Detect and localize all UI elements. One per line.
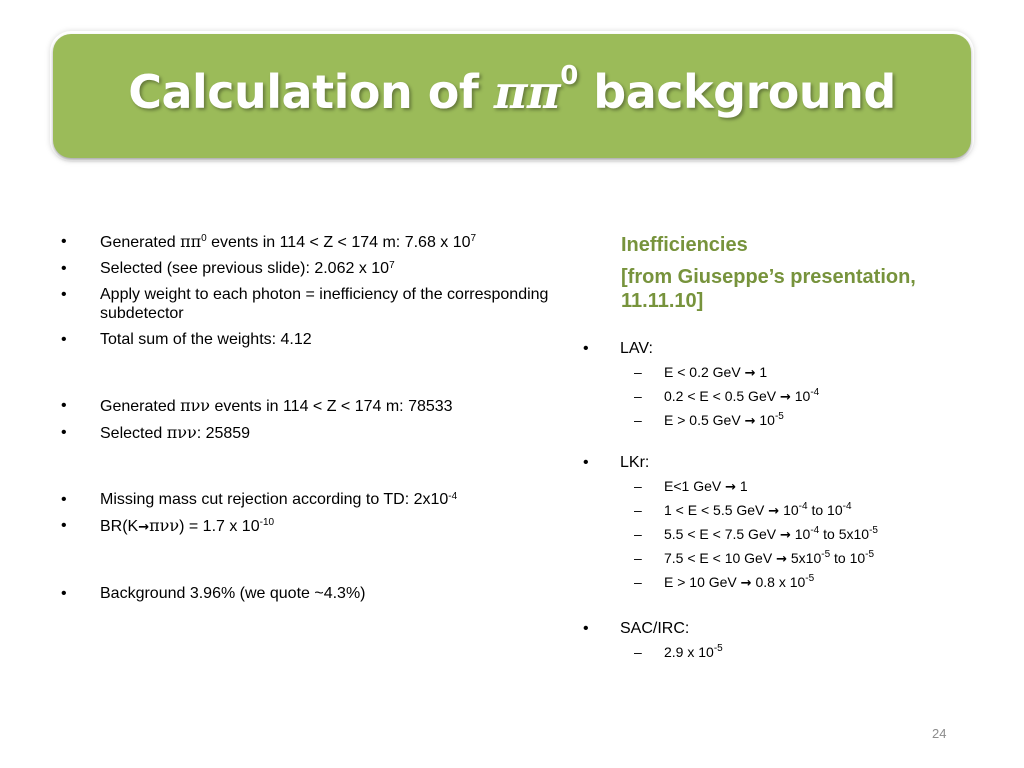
item-text: Missing mass cut rejection according to TD: 2x10 xyxy=(100,491,449,508)
list-item xyxy=(58,285,578,323)
superscript: 7 xyxy=(470,233,477,244)
greek-symbol: πνν xyxy=(166,423,197,442)
item-text: events in 114 < Z < 174 m: 7.68 x 10 xyxy=(206,234,471,251)
item-text: Apply weight to each photon = inefficiency of the corresponding subdetector xyxy=(100,286,549,322)
sub-text: 10 xyxy=(790,526,811,542)
arrow-icon: → xyxy=(725,480,736,495)
item-text: Generated xyxy=(100,234,181,251)
page-number: 24 xyxy=(932,726,947,741)
sub-text: E < 0.2 GeV xyxy=(664,364,745,380)
greek-symbol: πνν xyxy=(149,516,180,535)
sub-item xyxy=(580,549,980,569)
item-text: : 25859 xyxy=(196,425,251,442)
superscript: -5 xyxy=(865,549,875,560)
item-text: Total sum of the weights: 4.12 xyxy=(100,331,312,348)
item-text: Background 3.96% (we quote ~4.3%) xyxy=(100,585,366,602)
sub-text: to 5x10 xyxy=(819,526,870,542)
spacer xyxy=(58,356,578,396)
sub-text: 7.5 < E < 10 GeV xyxy=(664,550,777,566)
sub-item xyxy=(580,477,980,497)
sub-item xyxy=(580,525,980,545)
sub-text: 10 xyxy=(790,388,811,404)
group-label: LKr: xyxy=(620,454,650,471)
source-heading: [from Giuseppe’s presentation, 11.11.10] xyxy=(621,266,916,312)
spacer xyxy=(58,544,578,584)
inefficiencies-heading: Inefficiencies xyxy=(621,234,748,256)
item-text: BR(K xyxy=(100,518,139,535)
sub-text: 0.2 < E < 0.5 GeV xyxy=(664,388,780,404)
list-item xyxy=(58,396,578,416)
superscript: -5 xyxy=(869,525,878,536)
superscript: -10 xyxy=(259,517,275,528)
greek-symbol: ππ xyxy=(180,232,202,251)
spacer xyxy=(58,450,578,490)
title-banner xyxy=(53,34,971,158)
superscript: -5 xyxy=(774,411,784,422)
sub-text: to 10 xyxy=(807,502,843,518)
sub-text: 1 < E < 5.5 GeV xyxy=(664,502,769,518)
title-symbol: ππ xyxy=(493,65,561,119)
slide-title xyxy=(128,61,896,119)
sub-item xyxy=(580,363,980,383)
arrow-icon: → xyxy=(776,552,787,567)
superscript: 7 xyxy=(389,260,395,271)
superscript: -4 xyxy=(842,501,852,512)
arrow-icon: → xyxy=(740,576,752,591)
sub-item xyxy=(580,573,980,593)
sub-item xyxy=(580,643,980,661)
sub-item xyxy=(580,411,980,431)
arrow-icon: → xyxy=(744,366,756,381)
sub-text: 5x10 xyxy=(786,550,822,566)
arrow-icon: → xyxy=(779,390,791,405)
list-item xyxy=(58,584,578,603)
superscript: 0 xyxy=(201,233,207,244)
superscript: -5 xyxy=(805,573,815,584)
superscript: -4 xyxy=(798,501,808,512)
item-text: Selected xyxy=(100,425,167,442)
item-text: Selected (see previous slide): 2.062 x 10 xyxy=(100,260,390,277)
list-item xyxy=(58,423,578,443)
sub-item xyxy=(580,387,980,407)
arrow-icon: → xyxy=(779,528,791,543)
list-item xyxy=(58,330,578,349)
group-lkr xyxy=(580,453,980,473)
sub-item xyxy=(580,501,980,521)
superscript: -4 xyxy=(810,525,820,536)
sub-text: 2.9 x 10 xyxy=(664,644,714,660)
list-item xyxy=(58,232,578,252)
arrow-icon: → xyxy=(744,414,756,429)
sub-text: E > 10 GeV xyxy=(664,574,741,590)
left-column xyxy=(58,232,578,610)
item-text: ) = 1.7 x 10 xyxy=(179,518,260,535)
left-bullet-list xyxy=(58,232,578,603)
arrow-icon: → xyxy=(138,520,150,535)
superscript: -4 xyxy=(810,387,820,398)
sub-text: 0.8 x 10 xyxy=(751,574,806,590)
item-text: Generated xyxy=(100,398,181,415)
group-label: LAV: xyxy=(620,340,653,357)
list-item xyxy=(58,259,578,278)
list-item xyxy=(58,490,578,509)
list-item xyxy=(58,516,578,537)
greek-symbol: πνν xyxy=(180,396,211,415)
group-sac-irc xyxy=(580,619,980,639)
sub-text: 10 xyxy=(779,502,799,518)
arrow-icon: → xyxy=(768,504,780,519)
sub-text: 1 xyxy=(736,478,748,494)
title-text: Calculation of xyxy=(128,65,494,119)
superscript: -5 xyxy=(713,643,723,654)
sub-text: 10 xyxy=(755,412,775,428)
sub-text: to 10 xyxy=(830,550,866,566)
sub-text: E > 0.5 GeV xyxy=(664,412,745,428)
sub-text: 5.5 < E < 7.5 GeV xyxy=(664,526,780,542)
group-lav xyxy=(580,339,980,359)
item-text: events in 114 < Z < 174 m: 78533 xyxy=(210,398,453,415)
title-text-end: background xyxy=(577,65,896,119)
group-label: SAC/IRC: xyxy=(620,620,690,637)
sub-text: 1 xyxy=(755,364,768,380)
right-column xyxy=(580,233,980,661)
title-superscript: 0 xyxy=(560,61,578,91)
superscript: -4 xyxy=(448,491,458,502)
sub-text: E<1 GeV xyxy=(664,478,726,494)
superscript: -5 xyxy=(821,549,831,560)
